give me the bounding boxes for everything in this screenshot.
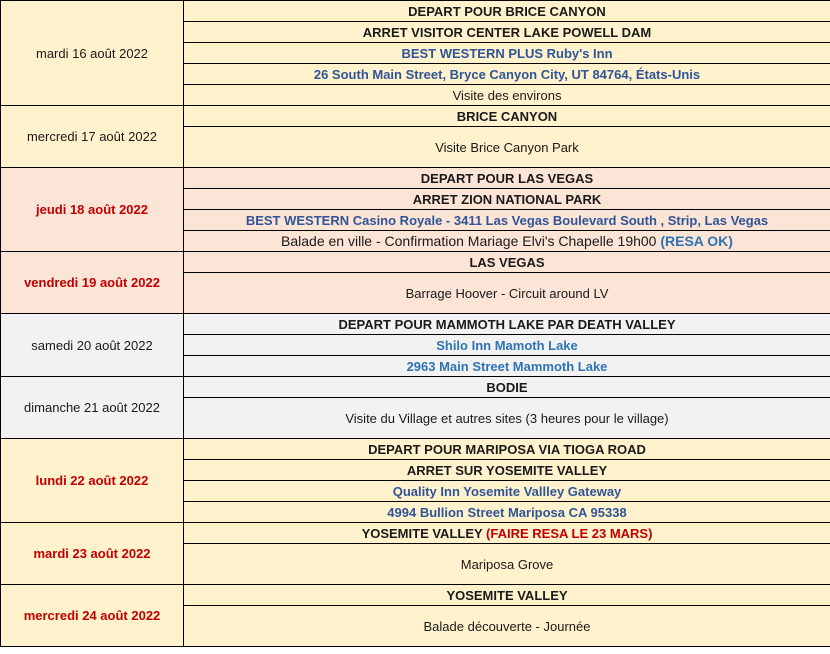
- day-info: DEPART POUR LAS VEGAS: [184, 168, 830, 189]
- day-row: [1, 1, 830, 22]
- day-date: mercredi 24 août 2022: [1, 585, 184, 647]
- day-date: mardi 16 août 2022: [1, 1, 184, 106]
- day-row: [1, 168, 830, 189]
- day-info: Visite des environs: [184, 85, 830, 106]
- day-row: [1, 252, 830, 273]
- day-info: YOSEMITE VALLEY: [184, 585, 830, 606]
- day-row: [1, 439, 830, 460]
- hotel-name: BEST WESTERN PLUS Ruby's Inn: [184, 43, 830, 64]
- hotel-name: Quality Inn Yosemite Vallley Gateway: [184, 481, 830, 502]
- hotel-address: 2963 Main Street Mammoth Lake: [184, 356, 830, 377]
- hotel-address: 4994 Bullion Street Mariposa CA 95338: [184, 502, 830, 523]
- day-info: [184, 231, 830, 252]
- day-date: vendredi 19 août 2022: [1, 252, 184, 314]
- day-info: ARRET SUR YOSEMITE VALLEY: [184, 460, 830, 481]
- day-date: lundi 22 août 2022: [1, 439, 184, 523]
- day-info: DEPART POUR BRICE CANYON: [184, 1, 830, 22]
- day-date: jeudi 18 août 2022: [1, 168, 184, 252]
- day-info: LAS VEGAS: [184, 252, 830, 273]
- day-row: [1, 585, 830, 606]
- day-date: dimanche 21 août 2022: [1, 377, 184, 439]
- day-info: Visite du Village et autres sites (3 heures pour le village): [184, 398, 830, 439]
- resa-status: (RESA OK): [660, 232, 733, 249]
- day-info: Balade découverte - Journée: [184, 606, 830, 647]
- day-date: mercredi 17 août 2022: [1, 106, 184, 168]
- hotel-address: 26 South Main Street, Bryce Canyon City, UT 84764, États-Unis: [184, 64, 830, 85]
- day-info: BODIE: [184, 377, 830, 398]
- day-row: [1, 523, 830, 544]
- day-info-text: Balade en ville - Confirmation Mariage Elvi's Chapelle 19h00: [281, 232, 661, 249]
- day-row: [1, 106, 830, 127]
- day-info: [184, 523, 830, 544]
- day-info: Visite Brice Canyon Park: [184, 127, 830, 168]
- day-info: DEPART POUR MAMMOTH LAKE PAR DEATH VALLEY: [184, 314, 830, 335]
- day-row: [1, 377, 830, 398]
- day-info-text: YOSEMITE VALLEY: [361, 525, 487, 541]
- day-info: BRICE CANYON: [184, 106, 830, 127]
- hotel-name: BEST WESTERN Casino Royale - 3411 Las Vegas Boulevard South , Strip, Las Vegas: [184, 210, 830, 231]
- resa-note: (FAIRE RESA LE 23 MARS): [486, 525, 653, 541]
- day-info: ARRET ZION NATIONAL PARK: [184, 189, 830, 210]
- day-info: Barrage Hoover - Circuit around LV: [184, 273, 830, 314]
- day-info: ARRET VISITOR CENTER LAKE POWELL DAM: [184, 22, 830, 43]
- day-date: mardi 23 août 2022: [1, 523, 184, 585]
- hotel-name: Shilo Inn Mamoth Lake: [184, 335, 830, 356]
- day-info: Mariposa Grove: [184, 544, 830, 585]
- day-row: [1, 314, 830, 335]
- day-date: samedi 20 août 2022: [1, 314, 184, 377]
- day-info: DEPART POUR MARIPOSA VIA TIOGA ROAD: [184, 439, 830, 460]
